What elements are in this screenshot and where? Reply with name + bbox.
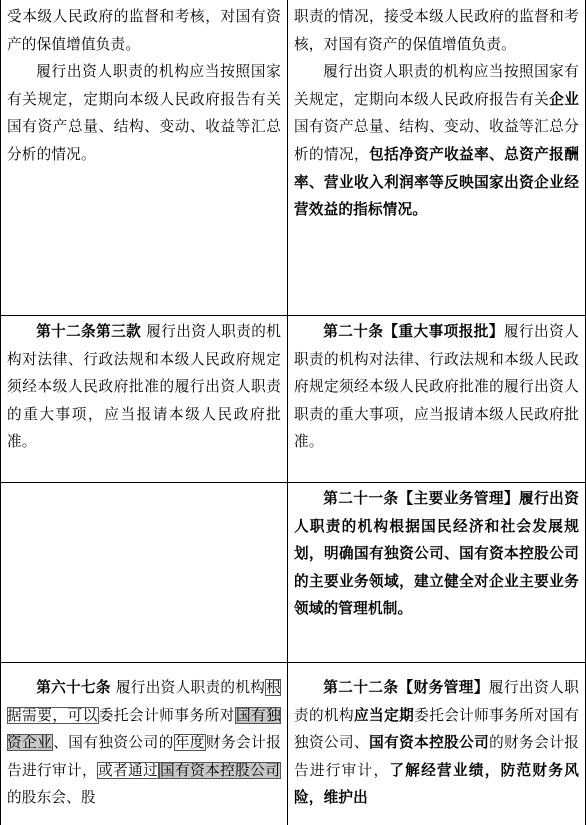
- clause-text: 履行出资人职责的机构应当按照国家有关规定，定期向本级人民政府报告有关国有资产总量、结构、变动、收益等汇总分析的情况。: [7, 63, 281, 163]
- clause-paragraph: [7, 58, 281, 168]
- clause-paragraph: [7, 3, 281, 58]
- article-heading: 第六十七条: [36, 679, 111, 696]
- boxed-deleted-text: 或者通过: [98, 761, 159, 779]
- clause-paragraph: [294, 485, 579, 623]
- clause-text: 委托会计师事务所对: [98, 706, 235, 724]
- article-heading: 第二十条【重大事项报批】: [323, 323, 504, 340]
- clause-text: 财务会计报告进行审计，: [7, 734, 281, 779]
- clause-text: 的财务会计报告进行审计，: [294, 734, 580, 779]
- row-2-draft-cell: [294, 318, 579, 456]
- table-border-left: [0, 0, 1, 825]
- bold-emphasis: 应当定期: [354, 706, 415, 724]
- bold-emphasis: 企业: [549, 90, 579, 108]
- clause-text: 、国有独资公司的: [53, 734, 174, 752]
- row-divider: [0, 315, 586, 316]
- clause-text: 受本级人民政府的监督和考核，对国有资产的保值增值负责。: [7, 8, 281, 53]
- clause-text: 的股东会、股: [7, 789, 96, 807]
- row-divider: [0, 662, 586, 663]
- column-divider: [287, 0, 288, 825]
- clause-text: 委托会计师事务所对国有独资公司、: [294, 706, 579, 752]
- boxed-deleted-text: 年度: [174, 734, 205, 752]
- boxed-deleted-text: 根据需要，可以: [7, 679, 281, 724]
- clause-text: 国有资产总量、结构、变动、收益等汇总分析的情况，: [294, 118, 579, 163]
- highlighted-deleted-text: 国有资本控股公司: [160, 761, 280, 779]
- clause-paragraph: [7, 318, 281, 456]
- article-heading: 第十二条第三款: [36, 323, 142, 340]
- clause-paragraph: [294, 3, 579, 58]
- clause-paragraph: [294, 674, 579, 812]
- bold-emphasis: 国有资本控股公司: [369, 734, 490, 752]
- row-3-draft-cell: [294, 485, 579, 623]
- clause-paragraph: [294, 58, 579, 224]
- clause-paragraph: [294, 318, 579, 456]
- clause-text: 履行出资人职责的机构应当按照国家有关规定，定期向本级人民政府报告有关: [294, 63, 579, 108]
- article-heading: 第二十一条【主要业务管理】履行出资人职责的机构根据国民经济和社会发展规划，明确国有独资公司、国有资本控股公司的主要业务领域，建立健全对企业主要业务领域的管理机制。: [294, 490, 579, 618]
- clause-text: 履行出资人职责的机构: [110, 679, 266, 696]
- highlighted-deleted-text: 国有独资企业: [7, 706, 281, 752]
- bold-emphasis: 了解经营业绩，防范财务风险，维护出: [294, 761, 580, 807]
- clause-text: 履行出资人职责的机构: [294, 679, 580, 724]
- clause-paragraph: [7, 674, 281, 812]
- row-1-current-law-cell: [7, 3, 281, 169]
- row-1-draft-cell: [294, 3, 579, 224]
- bold-emphasis: 包括净资产收益率、总资产报酬率、营业收入利润率等反映国家出资企业经营效益的指标情况。: [294, 145, 579, 219]
- row-4-current-law-cell: [7, 674, 281, 812]
- clause-text: 职责的情况，接受本级人民政府的监督和考核，对国有资产的保值增值负责。: [294, 8, 579, 53]
- row-divider: [0, 482, 586, 483]
- clause-text: 履行出资人职责的机构对法律、行政法规和本级人民政府规定须经本级人民政府批准的履行出资人职责的重大事项，应当报请本级人民政府批准。: [294, 323, 579, 451]
- clause-text: 履行出资人职责的机构对法律、行政法规和本级人民政府规定须经本级人民政府批准的履行出资人职责的重大事项，应当报请本级人民政府批准。: [7, 323, 282, 451]
- article-heading: 第二十二条【财务管理】: [323, 679, 489, 696]
- row-4-draft-cell: [294, 674, 579, 812]
- row-2-current-law-cell: [7, 318, 281, 456]
